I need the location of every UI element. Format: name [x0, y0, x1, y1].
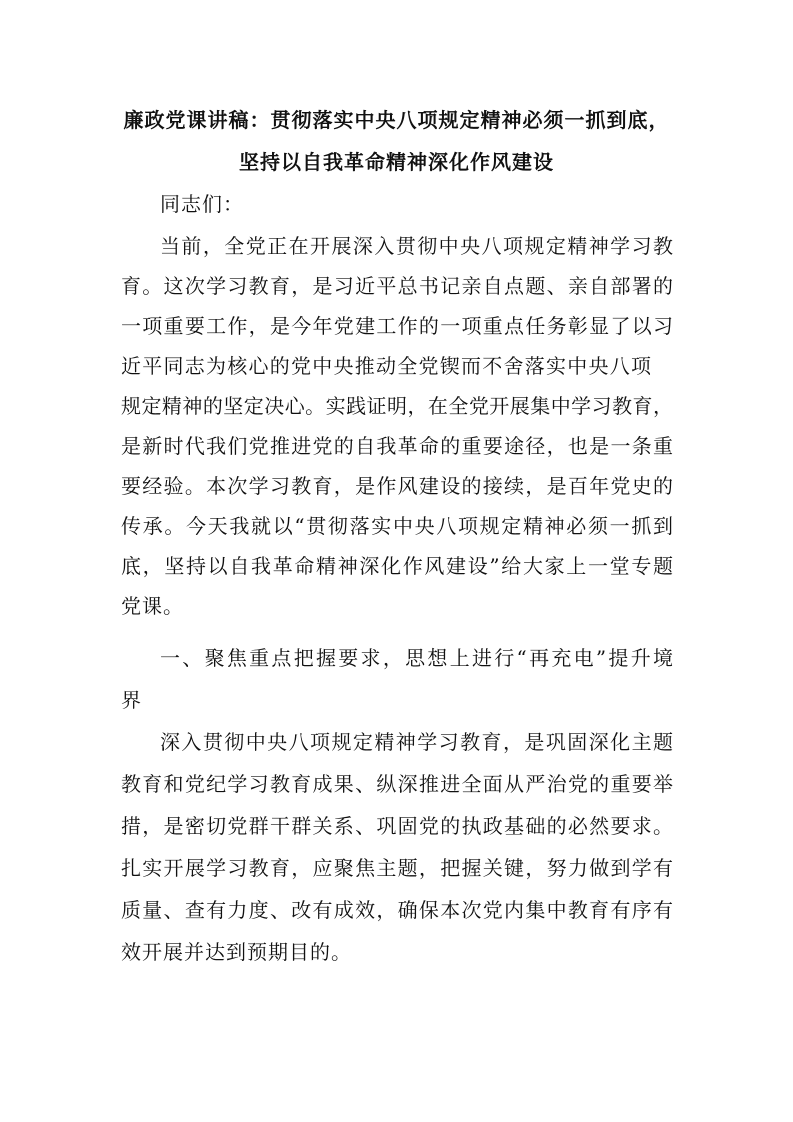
paragraph-2-line-1: 深入贯彻中央八项规定精神学习教育，是巩固深化主题 — [160, 730, 673, 754]
paragraph-1-line-6: 是新时代我们党推进党的自我革命的重要途径，也是一条重 — [121, 434, 673, 458]
paragraph-2-line-6: 效开展并达到预期目的。 — [121, 940, 352, 964]
section-heading-1-line-2: 界 — [121, 688, 142, 712]
salutation: 同志们： — [160, 192, 244, 216]
paragraph-2-line-3: 措，是密切党群干群关系、巩固党的执政基础的必然要求。 — [121, 814, 673, 838]
paragraph-2-line-2: 教育和党纪学习教育成果、纵深推进全面从严治党的重要举 — [121, 772, 673, 796]
paragraph-1-line-4: 近平同志为核心的党中央推动全党锲而不舍落实中央八项 — [121, 354, 651, 378]
paragraph-1-line-7: 要经验。本次学习教育，是作风建设的接续，是百年党史的 — [121, 474, 673, 498]
paragraph-1-line-8: 传承。今天我就以“贯彻落实中央八项规定精神必须一抓到 — [121, 514, 673, 538]
paragraph-1-line-10: 党课。 — [121, 594, 184, 618]
paragraph-1-line-1: 当前，全党正在开展深入贯彻中央八项规定精神学习教 — [160, 234, 673, 258]
paragraph-1-line-2: 育。这次学习教育，是习近平总书记亲自点题、亲自部署的 — [121, 274, 673, 298]
paragraph-2-line-4: 扎实开展学习教育，应聚焦主题，把握关键，努力做到学有 — [121, 856, 673, 880]
section-heading-1-line-1: 一、聚焦重点把握要求，思想上进行“再充电”提升境 — [160, 646, 673, 670]
paragraph-1-line-5: 规定精神的坚定决心。实践证明，在全党开展集中学习教育， — [121, 394, 673, 418]
paragraph-1-line-9: 底，坚持以自我革命精神深化作风建设”给大家上一堂专题 — [121, 554, 673, 578]
paragraph-1-line-3: 一项重要工作，是今年党建工作的一项重点任务彰显了以习 — [121, 314, 673, 338]
document-title-line-1: 廉政党课讲稿：贯彻落实中央八项规定精神必须一抓到底， — [123, 108, 670, 132]
paragraph-2-line-5: 质量、查有力度、改有成效，确保本次党内集中教育有序有 — [121, 898, 673, 922]
document-title-line-2: 坚持以自我革命精神深化作风建设 — [239, 150, 554, 174]
